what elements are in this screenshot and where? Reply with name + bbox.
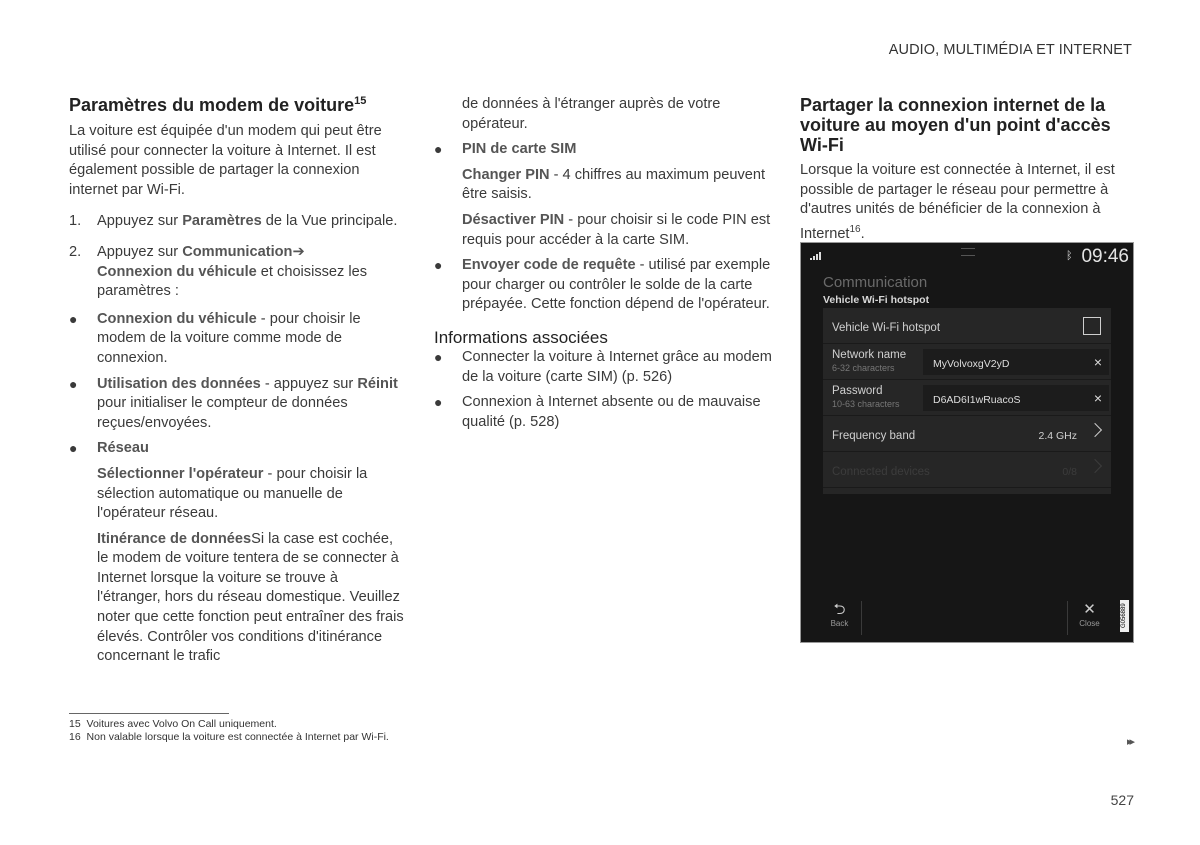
password-row: Password 10-63 characters D6AD6I1wRuacoS × <box>823 380 1111 416</box>
menu-term-communication: Communication <box>182 243 293 260</box>
close-button[interactable]: ✕ Close <box>1067 601 1111 635</box>
bullet-icon: ● <box>69 375 78 392</box>
hotspot-toggle-row[interactable]: Vehicle Wi-Fi hotspot <box>823 308 1111 344</box>
settings-panel <box>823 308 1111 494</box>
sub-operateur: Sélectionner l'opérateur - pour choisir la sélection automatique ou manuelle de l'opérateur réseau. <box>97 465 368 522</box>
column-1 <box>69 95 404 667</box>
column-2 <box>434 95 774 432</box>
bullet-icon: ● <box>69 310 78 327</box>
screen-subtitle: Vehicle Wi-Fi hotspot <box>823 294 930 306</box>
bullet-icon: ● <box>434 348 443 365</box>
related-link-1[interactable]: ● Connecter la voiture à Internet grâce au modem de la voiture (carte SIM) (p. 526) <box>434 348 772 385</box>
sub-itinerance: Itinérance de donnéesSi la case est cochée, le modem de voiture tentera de se connecter à Internet lorsque la voiture se trouve à l'étranger, hors du réseau domestique. Veuillez noter que cette fonction peut entraîner des frais élevés. Contrôler vos conditions d'itinérance concernant le trafic <box>97 530 404 665</box>
bullet-reseau: ● Réseau Sélectionner l'opérateur - pour choisir la sélection automatique ou manuelle de l'opérateur réseau. Itinérance de donnéesSi la case est cochée, le modem de voiture tentera de se connecter à Internet lorsque la voiture se trouve à l'étranger, hors du réseau domestique. Veuillez noter que cette fonction peut entraîner des frais élevés. Contrôler vos conditions d'itinérance concernant le trafic <box>69 439 404 667</box>
bullet-donnees: ● Utilisation des données - appuyez sur Réinit pour initialiser le compteur de données reçues/envoyées. <box>69 375 398 431</box>
step-number: 2. <box>69 243 82 260</box>
arrow-icon: ➔ <box>292 243 305 260</box>
bullet-pin: ● PIN de carte SIM Changer PIN - 4 chiffres au maximum peuvent être saisis. Désactiver PIN - pour choisir si le code PIN est requis pour accéder à la carte SIM. <box>434 140 774 250</box>
footnote-rule <box>69 713 229 714</box>
menu-term-parametres: Paramètres <box>182 213 262 230</box>
related-link-2[interactable]: ● Connexion à Internet absente ou de mauvaise qualité (p. 528) <box>434 394 761 430</box>
bullet-requete: ● Envoyer code de requête - utilisé par exemple pour charger ou contrôler le solde de la carte prépayée. Cette fonction dépend de l'opérateur. <box>434 257 771 313</box>
chevron-right-icon <box>1088 423 1102 437</box>
network-name-field[interactable]: MyVolvoxgV2yD × <box>923 349 1109 375</box>
bullet-connexion: ● Connexion du véhicule - pour choisir le modem de la voiture comme mode de connexion. <box>69 310 361 366</box>
continue-arrows-icon: ▸▸ <box>1126 736 1132 748</box>
column-3 <box>800 95 1135 244</box>
menu-term-connexion: Connexion du véhicule <box>97 263 257 280</box>
bluetooth-icon: ᛒ <box>1066 250 1073 262</box>
section-title-modem: Paramètres du modem de voiture$^{15}$ <box>69 95 367 115</box>
close-icon: ✕ <box>1083 601 1096 618</box>
back-button[interactable]: ⮌ Back <box>818 601 862 635</box>
footnote-15: 15 Voitures avec Volvo On Call uniquement. <box>69 718 277 730</box>
clear-icon[interactable]: × <box>1093 390 1102 406</box>
connected-devices-row[interactable]: Connected devices 0/8 <box>823 452 1111 488</box>
bullet-icon: ● <box>434 394 443 411</box>
clear-icon[interactable]: × <box>1093 354 1102 370</box>
section-title-hotspot: Partager la connexion internet de la voiture au moyen d'un point d'accès Wi-Fi <box>800 95 1111 155</box>
screen-title: Communication <box>823 274 928 291</box>
bullet-icon: ● <box>434 257 443 274</box>
intro-paragraph: La voiture est équipée d'un modem qui peut être utilisé pour connecter la voiture à Internet. Il est également possible de partager la connexion internet par Wi-Fi. <box>69 123 382 198</box>
step-2: 2. Appuyez sur Communication➔ Connexion du véhicule et choisissez les paramètres : <box>69 243 368 300</box>
footnote-ref-15[interactable]: 15 <box>354 95 367 107</box>
page-number: 527 <box>1110 792 1134 808</box>
image-code: G056889 <box>1120 600 1129 632</box>
bullet-icon: ● <box>434 141 443 158</box>
chapter-header: AUDIO, MULTIMÉDIA ET INTERNET <box>888 42 1132 58</box>
sub-changer-pin: Changer PIN - 4 chiffres au maximum peuvent être saisis. <box>462 166 766 203</box>
sub-desactiver-pin: Désactiver PIN - pour choisir si le code PIN est requis pour accéder à la carte SIM. <box>462 211 771 248</box>
footnote-ref-16[interactable]: 16 <box>849 223 861 235</box>
hotspot-checkbox[interactable] <box>1083 317 1101 335</box>
status-bar <box>801 243 1133 271</box>
network-name-row: Network name 6-32 characters MyVolvoxgV2yD × <box>823 344 1111 380</box>
signal-icon <box>810 252 824 260</box>
footnote-16: 16 Non valable lorsque la voiture est connectée à Internet par Wi-Fi. <box>69 731 389 743</box>
frequency-band-row[interactable]: Frequency band 2.4 GHz <box>823 416 1111 452</box>
hotspot-screen-illustration <box>800 242 1134 643</box>
bullet-icon: ● <box>69 440 78 457</box>
back-icon: ⮌ <box>833 601 846 618</box>
hotspot-paragraph: Lorsque la voiture est connectée à Internet, il est possible de partager le réseau pour permettre à d'autres unités de bénéficier de la connexion à Internet$^{16}$. <box>800 162 1115 242</box>
step-1: 1. Appuyez sur Paramètres de la Vue principale. <box>69 212 404 232</box>
continued-text: de données à l'étranger auprès de votre opérateur. <box>462 96 721 132</box>
clock: 09:46 <box>1081 246 1129 267</box>
step-number: 1. <box>69 213 82 230</box>
chevron-right-icon <box>1088 459 1102 473</box>
footnotes <box>69 718 389 744</box>
password-field[interactable]: D6AD6I1wRuacoS × <box>923 385 1109 411</box>
drag-handle[interactable] <box>961 248 975 256</box>
related-info-title: Informations associées <box>434 327 608 347</box>
